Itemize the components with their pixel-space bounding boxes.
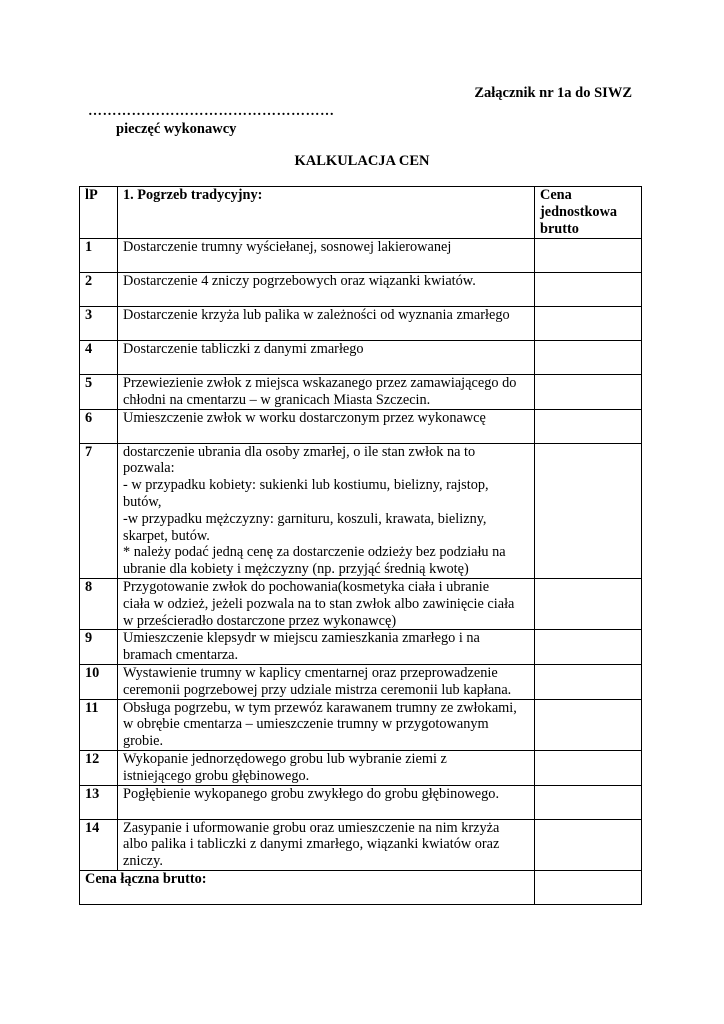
- description-line: ubranie dla kobiety i mężczyzny (np. przyjąć średnią kwotę): [123, 561, 469, 578]
- row-description: [118, 785, 535, 819]
- description-line: butów,: [123, 493, 162, 510]
- description-line: * należy podać jedną cenę za dostarczenie odzieży bez podziału na: [123, 544, 506, 561]
- header-description: 1. Pogrzeb tradycyjny:: [118, 187, 535, 239]
- table-row: [80, 785, 642, 819]
- row-description: [118, 443, 535, 578]
- description-line: Dostarczenie 4 zniczy pogrzebowych oraz wiązanki kwiatów.: [123, 273, 476, 289]
- price-cell[interactable]: [535, 239, 642, 273]
- header-lp: lP: [80, 187, 118, 239]
- price-calculation-table: [79, 186, 642, 905]
- description-line: Dostarczenie krzyża lub palika w zależności od wyznania zmarłego: [123, 307, 510, 323]
- row-number: 4: [80, 341, 118, 375]
- table-row: [80, 239, 642, 273]
- price-cell[interactable]: [535, 630, 642, 665]
- table-row: [80, 341, 642, 375]
- price-cell[interactable]: [535, 664, 642, 699]
- description-line: zniczy.: [123, 853, 163, 870]
- row-description: [118, 409, 535, 443]
- description-line: Dostarczenie trumny wyściełanej, sosnowej lakierowanej: [123, 239, 452, 255]
- row-number: 6: [80, 409, 118, 443]
- table-row: [80, 819, 642, 870]
- description-line: Obsługa pogrzebu, w tym przewóz karawanem trumny ze zwłokami,: [123, 699, 517, 716]
- description-line: w prześcieradło dostarczone przez wykonawcę): [123, 612, 397, 629]
- description-line: pozwala:: [123, 460, 175, 477]
- description-line: Umieszczenie zwłok w worku dostarczonym przez wykonawcę: [123, 409, 486, 426]
- description-line: - w przypadku kobiety: sukienki lub kostiumu, bielizny, rajstop,: [123, 477, 489, 494]
- header-price-line: Cena: [540, 187, 572, 203]
- description-line: bramach cmentarza.: [123, 647, 239, 664]
- description-line: Wystawienie trumny w kaplicy cmentarnej oraz przeprowadzenie: [123, 664, 498, 681]
- price-cell[interactable]: [535, 819, 642, 870]
- price-cell[interactable]: [535, 785, 642, 819]
- row-description: [118, 578, 535, 629]
- row-number: 13: [80, 785, 118, 819]
- table-row: [80, 630, 642, 665]
- row-number: 12: [80, 750, 118, 785]
- row-description: [118, 341, 535, 375]
- price-cell[interactable]: [535, 375, 642, 410]
- price-cell[interactable]: [535, 443, 642, 578]
- row-description: [118, 375, 535, 410]
- description-line: albo palika i tabliczki z danymi zmarłego, wiązanki kwiatów oraz: [123, 836, 500, 853]
- row-number: 1: [80, 239, 118, 273]
- description-line: Przewiezienie zwłok z miejsca wskazanego przez zamawiającego do: [123, 375, 517, 391]
- description-line: Dostarczenie tabliczki z danymi zmarłego: [123, 341, 364, 357]
- table-header-row: [80, 187, 642, 239]
- description-line: -w przypadku mężczyzny: garnituru, koszuli, krawata, bielizny,: [123, 510, 487, 527]
- row-number: 5: [80, 375, 118, 410]
- row-number: 3: [80, 307, 118, 341]
- row-description: [118, 273, 535, 307]
- table-row: [80, 273, 642, 307]
- row-number: 2: [80, 273, 118, 307]
- price-cell[interactable]: [535, 273, 642, 307]
- description-line: Pogłębienie wykopanego grobu zwykłego do grobu głębinowego.: [123, 785, 500, 802]
- description-line: Wykopanie jednorzędowego grobu lub wybranie ziemi z: [123, 750, 447, 767]
- description-line: Umieszczenie klepsydr w miejscu zamieszkania zmarłego i na: [123, 630, 480, 647]
- stamp-label: pieczęć wykonawcy: [116, 121, 237, 137]
- price-cell[interactable]: [535, 750, 642, 785]
- row-number: 7: [80, 443, 118, 578]
- row-description: [118, 630, 535, 665]
- row-description: [118, 239, 535, 273]
- row-description: [118, 307, 535, 341]
- table-row: [80, 443, 642, 578]
- description-line: ciała w odzież, jeżeli pozwala na to stan zwłok albo zawinięcie ciała: [123, 595, 515, 612]
- description-line: chłodni na cmentarzu – w granicach Miasta Szczecin.: [123, 391, 431, 408]
- price-cell[interactable]: [535, 341, 642, 375]
- table-row: [80, 375, 642, 410]
- header-price-line: jednostkowa: [540, 203, 618, 220]
- annex-label: Załącznik nr 1a do SIWZ: [474, 85, 632, 101]
- price-cell[interactable]: [535, 699, 642, 750]
- total-row: [80, 870, 642, 904]
- description-line: Przygotowanie zwłok do pochowania(kosmetyka ciała i ubranie: [123, 578, 490, 595]
- price-cell[interactable]: [535, 307, 642, 341]
- price-cell[interactable]: [535, 409, 642, 443]
- description-line: Zasypanie i uformowanie grobu oraz umieszczenie na nim krzyża: [123, 819, 500, 836]
- description-line: ceremonii pogrzebowej przy udziale mistrza ceremonii lub kapłana.: [123, 681, 512, 698]
- table-row: [80, 409, 642, 443]
- row-description: [118, 699, 535, 750]
- description-line: skarpet, butów.: [123, 527, 210, 544]
- row-number: 11: [80, 699, 118, 750]
- row-description: [118, 664, 535, 699]
- price-cell[interactable]: [535, 578, 642, 629]
- row-description: [118, 750, 535, 785]
- description-line: istniejącego grobu głębinowego.: [123, 767, 310, 784]
- stamp-dotted-line: ……………………………………………: [88, 104, 335, 119]
- description-line: grobie.: [123, 733, 164, 750]
- header-price: [535, 187, 642, 239]
- row-description: [118, 819, 535, 870]
- description-line: w obrębie cmentarza – umieszczenie trumny w przygotowanym: [123, 716, 489, 733]
- row-number: 8: [80, 578, 118, 629]
- table-row: [80, 699, 642, 750]
- total-label: Cena łączna brutto:: [80, 870, 535, 904]
- row-number: 14: [80, 819, 118, 870]
- row-number: 10: [80, 664, 118, 699]
- table-row: [80, 664, 642, 699]
- row-number: 9: [80, 630, 118, 665]
- table-row: [80, 578, 642, 629]
- table-row: [80, 307, 642, 341]
- document-title: KALKULACJA CEN: [294, 153, 430, 169]
- header-price-line: brutto: [540, 220, 579, 237]
- total-price-cell[interactable]: [535, 870, 642, 904]
- table-row: [80, 750, 642, 785]
- description-line: dostarczenie ubrania dla osoby zmarłej, o ile stan zwłok na to: [123, 443, 476, 460]
